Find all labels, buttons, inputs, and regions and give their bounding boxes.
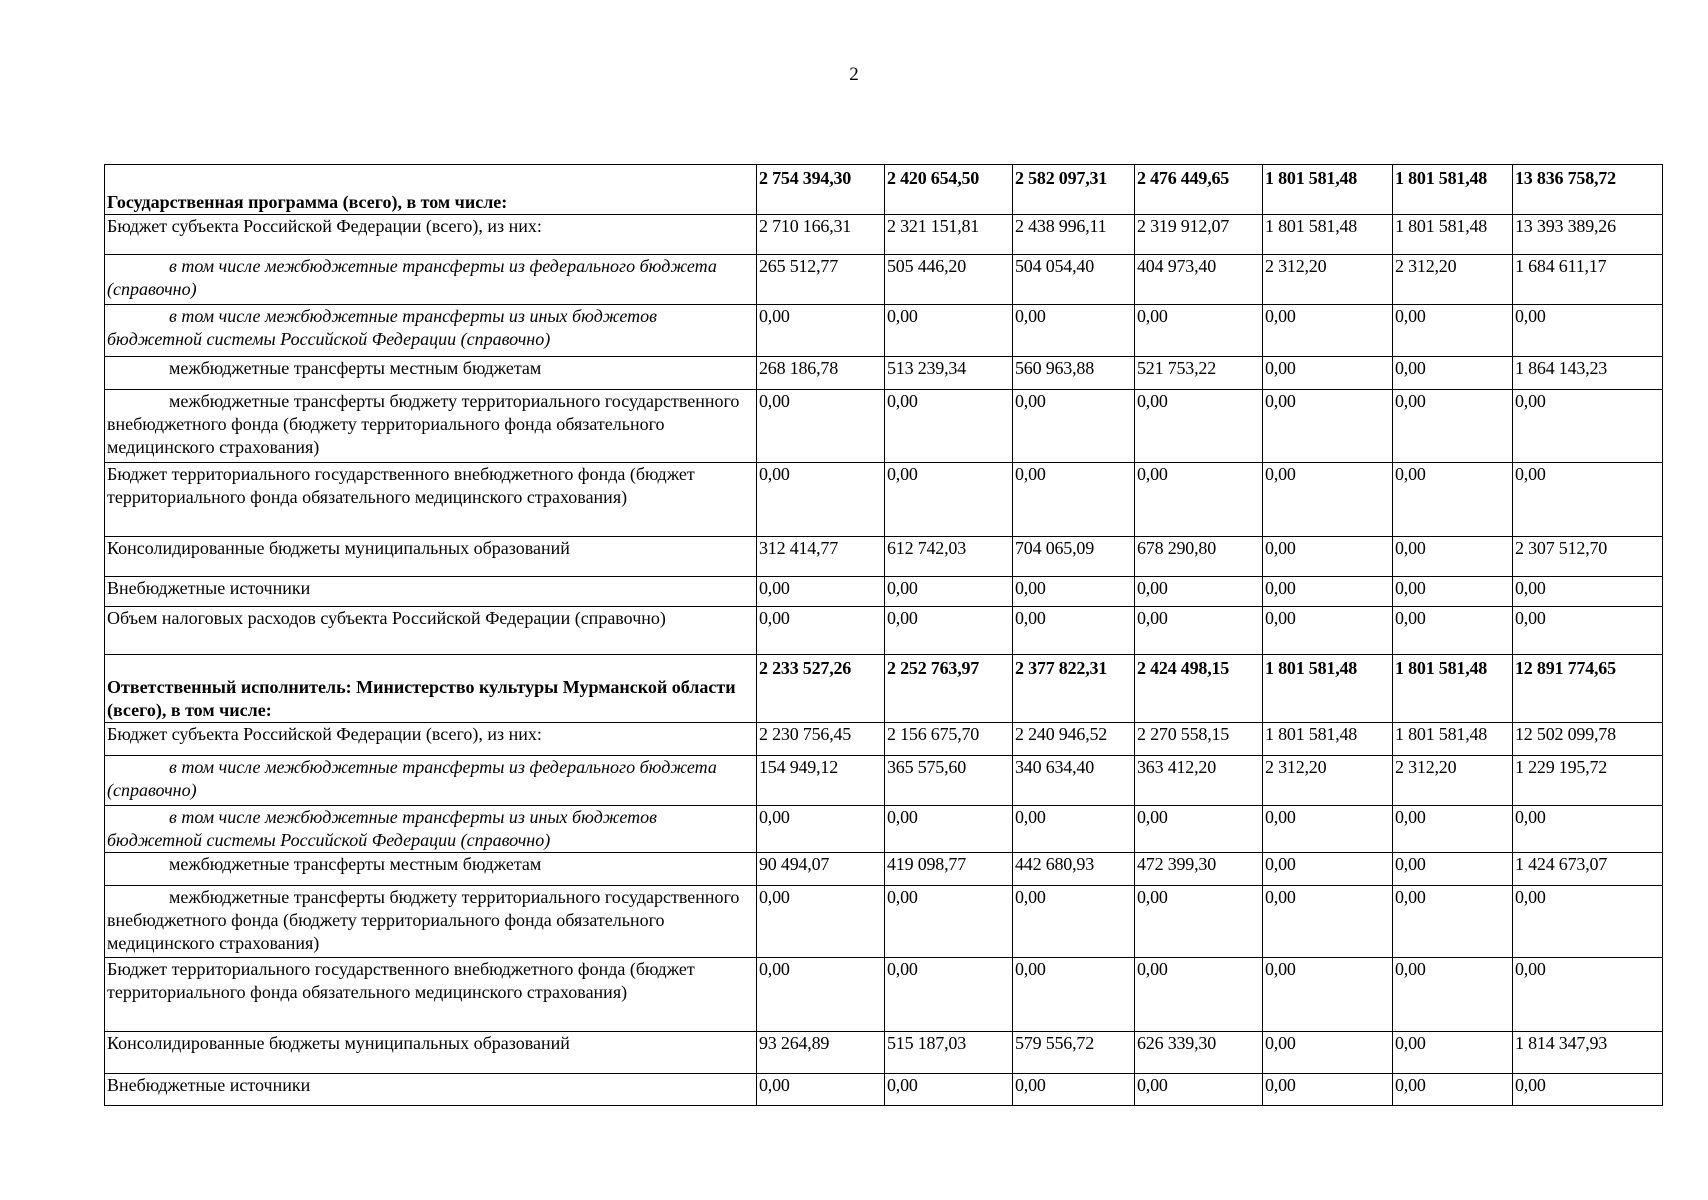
value-cell: 0,00 bbox=[1393, 853, 1513, 886]
value-cell: 0,00 bbox=[885, 390, 1013, 463]
value-cell: 0,00 bbox=[1263, 886, 1393, 958]
value-cell: 704 065,09 bbox=[1013, 537, 1135, 577]
value-cell: 0,00 bbox=[1263, 958, 1393, 1032]
row-label-text: в том числе межбюджетные трансферты из федерального бюджета (справочно) bbox=[107, 757, 717, 800]
value-cell: 2 156 675,70 bbox=[885, 723, 1013, 756]
value-cell: 0,00 bbox=[757, 305, 885, 357]
value-cell: 312 414,77 bbox=[757, 537, 885, 577]
value-cell: 0,00 bbox=[757, 607, 885, 655]
value-cell: 0,00 bbox=[1263, 853, 1393, 886]
table-body bbox=[105, 165, 1663, 1106]
row-label bbox=[105, 1032, 757, 1074]
table-row bbox=[105, 723, 1663, 756]
value-cell: 0,00 bbox=[1393, 537, 1513, 577]
value-cell: 0,00 bbox=[1263, 577, 1393, 607]
page-number: 2 bbox=[849, 64, 859, 85]
value-cell: 0,00 bbox=[757, 806, 885, 853]
table-row bbox=[105, 655, 1663, 723]
value-cell: 2 754 394,30 bbox=[757, 165, 885, 215]
value-cell: 0,00 bbox=[1513, 607, 1663, 655]
value-cell: 0,00 bbox=[1135, 886, 1263, 958]
row-label-text: межбюджетные трансферты бюджету территориального государственного внебюджетного фонда (бюджету территориального фонда обязательного медицинского страхования) bbox=[107, 887, 740, 953]
value-cell: 1 801 581,48 bbox=[1263, 215, 1393, 255]
value-cell: 0,00 bbox=[1393, 390, 1513, 463]
value-cell: 0,00 bbox=[1513, 1074, 1663, 1106]
table-row bbox=[105, 215, 1663, 255]
row-label bbox=[105, 463, 757, 537]
value-cell: 0,00 bbox=[1393, 1032, 1513, 1074]
value-cell: 0,00 bbox=[1135, 806, 1263, 853]
value-cell: 0,00 bbox=[1135, 607, 1263, 655]
value-cell: 1 814 347,93 bbox=[1513, 1032, 1663, 1074]
value-cell: 2 476 449,65 bbox=[1135, 165, 1263, 215]
value-cell: 2 270 558,15 bbox=[1135, 723, 1263, 756]
value-cell: 1 801 581,48 bbox=[1393, 165, 1513, 215]
value-cell: 0,00 bbox=[1263, 305, 1393, 357]
row-label-text: Государственная программа (всего), в том числе: bbox=[107, 192, 508, 212]
value-cell: 0,00 bbox=[1263, 463, 1393, 537]
value-cell: 0,00 bbox=[1135, 577, 1263, 607]
row-label bbox=[105, 607, 757, 655]
value-cell: 612 742,03 bbox=[885, 537, 1013, 577]
value-cell: 0,00 bbox=[1013, 390, 1135, 463]
value-cell: 0,00 bbox=[885, 958, 1013, 1032]
value-cell: 1 229 195,72 bbox=[1513, 756, 1663, 806]
row-label bbox=[105, 958, 757, 1032]
value-cell: 0,00 bbox=[757, 463, 885, 537]
row-label-text: в том числе межбюджетные трансферты из иных бюджетов бюджетной системы Российской Федерации (справочно) bbox=[107, 306, 657, 349]
value-cell: 0,00 bbox=[1393, 958, 1513, 1032]
value-cell: 504 054,40 bbox=[1013, 255, 1135, 305]
row-label bbox=[105, 1074, 757, 1106]
value-cell: 13 836 758,72 bbox=[1513, 165, 1663, 215]
value-cell: 363 412,20 bbox=[1135, 756, 1263, 806]
value-cell: 0,00 bbox=[757, 958, 885, 1032]
value-cell: 0,00 bbox=[1393, 806, 1513, 853]
row-label-text: межбюджетные трансферты местным бюджетам bbox=[169, 854, 542, 874]
row-label bbox=[105, 853, 757, 886]
value-cell: 0,00 bbox=[885, 607, 1013, 655]
value-cell: 12 891 774,65 bbox=[1513, 655, 1663, 723]
value-cell: 0,00 bbox=[1013, 1074, 1135, 1106]
row-label-text: Ответственный исполнитель: Министерство культуры Мурманской области (всего), в том числе: bbox=[107, 677, 736, 720]
value-cell: 365 575,60 bbox=[885, 756, 1013, 806]
value-cell: 2 230 756,45 bbox=[757, 723, 885, 756]
value-cell: 0,00 bbox=[1393, 305, 1513, 357]
value-cell: 1 801 581,48 bbox=[1263, 723, 1393, 756]
row-label bbox=[105, 723, 757, 756]
table-row bbox=[105, 357, 1663, 390]
value-cell: 340 634,40 bbox=[1013, 756, 1135, 806]
value-cell: 0,00 bbox=[1513, 806, 1663, 853]
row-label-text: межбюджетные трансферты бюджету территориального государственного внебюджетного фонда (бюджету территориального фонда обязательного медицинского страхования) bbox=[107, 391, 740, 457]
value-cell: 521 753,22 bbox=[1135, 357, 1263, 390]
value-cell: 90 494,07 bbox=[757, 853, 885, 886]
value-cell: 0,00 bbox=[1135, 958, 1263, 1032]
table-row bbox=[105, 958, 1663, 1032]
value-cell: 0,00 bbox=[1393, 463, 1513, 537]
row-label-text: в том числе межбюджетные трансферты из федерального бюджета (справочно) bbox=[107, 256, 717, 299]
row-label bbox=[105, 215, 757, 255]
value-cell: 2 420 654,50 bbox=[885, 165, 1013, 215]
value-cell: 0,00 bbox=[1513, 577, 1663, 607]
value-cell: 2 321 151,81 bbox=[885, 215, 1013, 255]
table-row bbox=[105, 577, 1663, 607]
value-cell: 515 187,03 bbox=[885, 1032, 1013, 1074]
value-cell: 0,00 bbox=[757, 1074, 885, 1106]
value-cell: 0,00 bbox=[1135, 390, 1263, 463]
value-cell: 2 377 822,31 bbox=[1013, 655, 1135, 723]
row-label bbox=[105, 390, 757, 463]
value-cell: 1 801 581,48 bbox=[1263, 655, 1393, 723]
value-cell: 93 264,89 bbox=[757, 1032, 885, 1074]
value-cell: 2 582 097,31 bbox=[1013, 165, 1135, 215]
value-cell: 2 438 996,11 bbox=[1013, 215, 1135, 255]
value-cell: 0,00 bbox=[1013, 607, 1135, 655]
value-cell: 0,00 bbox=[757, 390, 885, 463]
budget-table bbox=[104, 164, 1663, 1106]
value-cell: 2 319 912,07 bbox=[1135, 215, 1263, 255]
value-cell: 626 339,30 bbox=[1135, 1032, 1263, 1074]
row-label-text: Бюджет субъекта Российской Федерации (всего), из них: bbox=[107, 724, 542, 744]
value-cell: 0,00 bbox=[1393, 607, 1513, 655]
value-cell: 442 680,93 bbox=[1013, 853, 1135, 886]
value-cell: 2 424 498,15 bbox=[1135, 655, 1263, 723]
value-cell: 0,00 bbox=[1135, 1074, 1263, 1106]
value-cell: 0,00 bbox=[1263, 1074, 1393, 1106]
table-row bbox=[105, 806, 1663, 853]
value-cell: 1 424 673,07 bbox=[1513, 853, 1663, 886]
value-cell: 0,00 bbox=[1513, 958, 1663, 1032]
value-cell: 0,00 bbox=[885, 305, 1013, 357]
value-cell: 0,00 bbox=[1263, 537, 1393, 577]
value-cell: 265 512,77 bbox=[757, 255, 885, 305]
value-cell: 0,00 bbox=[1513, 305, 1663, 357]
value-cell: 2 312,20 bbox=[1263, 255, 1393, 305]
table-row bbox=[105, 165, 1663, 215]
row-label-text: межбюджетные трансферты местным бюджетам bbox=[169, 358, 542, 378]
value-cell: 2 307 512,70 bbox=[1513, 537, 1663, 577]
value-cell: 0,00 bbox=[885, 886, 1013, 958]
value-cell: 513 239,34 bbox=[885, 357, 1013, 390]
row-label bbox=[105, 305, 757, 357]
row-label bbox=[105, 165, 757, 215]
value-cell: 0,00 bbox=[1513, 463, 1663, 537]
table-row bbox=[105, 607, 1663, 655]
value-cell: 0,00 bbox=[1263, 1032, 1393, 1074]
row-label-text: Консолидированные бюджеты муниципальных образований bbox=[107, 1033, 570, 1053]
table-row bbox=[105, 1074, 1663, 1106]
value-cell: 579 556,72 bbox=[1013, 1032, 1135, 1074]
value-cell: 1 801 581,48 bbox=[1393, 723, 1513, 756]
row-label bbox=[105, 886, 757, 958]
row-label bbox=[105, 357, 757, 390]
value-cell: 1 801 581,48 bbox=[1263, 165, 1393, 215]
value-cell: 560 963,88 bbox=[1013, 357, 1135, 390]
value-cell: 0,00 bbox=[1263, 607, 1393, 655]
value-cell: 0,00 bbox=[1135, 463, 1263, 537]
value-cell: 1 684 611,17 bbox=[1513, 255, 1663, 305]
table-row bbox=[105, 1032, 1663, 1074]
row-label-text: в том числе межбюджетные трансферты из иных бюджетов бюджетной системы Российской Федерации (справочно) bbox=[107, 807, 657, 850]
value-cell: 2 710 166,31 bbox=[757, 215, 885, 255]
row-label bbox=[105, 255, 757, 305]
value-cell: 2 312,20 bbox=[1393, 756, 1513, 806]
row-label bbox=[105, 577, 757, 607]
row-label bbox=[105, 537, 757, 577]
row-label bbox=[105, 806, 757, 853]
value-cell: 0,00 bbox=[1013, 463, 1135, 537]
value-cell: 0,00 bbox=[1513, 390, 1663, 463]
value-cell: 2 312,20 bbox=[1263, 756, 1393, 806]
row-label-text: Бюджет субъекта Российской Федерации (всего), из них: bbox=[107, 216, 542, 236]
value-cell: 0,00 bbox=[757, 577, 885, 607]
table-row bbox=[105, 463, 1663, 537]
value-cell: 2 240 946,52 bbox=[1013, 723, 1135, 756]
table-row bbox=[105, 255, 1663, 305]
table-row bbox=[105, 756, 1663, 806]
value-cell: 154 949,12 bbox=[757, 756, 885, 806]
value-cell: 419 098,77 bbox=[885, 853, 1013, 886]
row-label bbox=[105, 655, 757, 723]
value-cell: 0,00 bbox=[757, 886, 885, 958]
value-cell: 0,00 bbox=[1013, 577, 1135, 607]
value-cell: 0,00 bbox=[1135, 305, 1263, 357]
value-cell: 268 186,78 bbox=[757, 357, 885, 390]
value-cell: 1 801 581,48 bbox=[1393, 215, 1513, 255]
value-cell: 0,00 bbox=[885, 1074, 1013, 1106]
row-label-text: Объем налоговых расходов субъекта Российской Федерации (справочно) bbox=[107, 608, 666, 628]
value-cell: 13 393 389,26 bbox=[1513, 215, 1663, 255]
value-cell: 472 399,30 bbox=[1135, 853, 1263, 886]
value-cell: 12 502 099,78 bbox=[1513, 723, 1663, 756]
value-cell: 0,00 bbox=[885, 463, 1013, 537]
value-cell: 0,00 bbox=[1393, 357, 1513, 390]
value-cell: 0,00 bbox=[1013, 305, 1135, 357]
value-cell: 0,00 bbox=[1263, 357, 1393, 390]
value-cell: 1 864 143,23 bbox=[1513, 357, 1663, 390]
row-label-text: Внебюджетные источники bbox=[107, 578, 311, 598]
value-cell: 2 233 527,26 bbox=[757, 655, 885, 723]
row-label-text: Консолидированные бюджеты муниципальных образований bbox=[107, 538, 570, 558]
row-label-text: Бюджет территориального государственного внебюджетного фонда (бюджет территориального фонда обязательного медицинского страхования) bbox=[107, 464, 695, 507]
value-cell: 0,00 bbox=[885, 806, 1013, 853]
value-cell: 678 290,80 bbox=[1135, 537, 1263, 577]
value-cell: 0,00 bbox=[1393, 886, 1513, 958]
value-cell: 0,00 bbox=[1013, 806, 1135, 853]
row-label-text: Внебюджетные источники bbox=[107, 1075, 311, 1095]
value-cell: 2 312,20 bbox=[1393, 255, 1513, 305]
value-cell: 0,00 bbox=[1513, 886, 1663, 958]
value-cell: 404 973,40 bbox=[1135, 255, 1263, 305]
table-row bbox=[105, 853, 1663, 886]
row-label bbox=[105, 756, 757, 806]
table-row bbox=[105, 886, 1663, 958]
value-cell: 2 252 763,97 bbox=[885, 655, 1013, 723]
value-cell: 0,00 bbox=[1263, 806, 1393, 853]
value-cell: 0,00 bbox=[1263, 390, 1393, 463]
value-cell: 0,00 bbox=[1013, 886, 1135, 958]
table-row bbox=[105, 390, 1663, 463]
value-cell: 1 801 581,48 bbox=[1393, 655, 1513, 723]
value-cell: 0,00 bbox=[1393, 1074, 1513, 1106]
value-cell: 0,00 bbox=[1393, 577, 1513, 607]
table-row bbox=[105, 305, 1663, 357]
value-cell: 505 446,20 bbox=[885, 255, 1013, 305]
table-row bbox=[105, 537, 1663, 577]
value-cell: 0,00 bbox=[1013, 958, 1135, 1032]
value-cell: 0,00 bbox=[885, 577, 1013, 607]
row-label-text: Бюджет территориального государственного внебюджетного фонда (бюджет территориального фонда обязательного медицинского страхования) bbox=[107, 959, 695, 1002]
